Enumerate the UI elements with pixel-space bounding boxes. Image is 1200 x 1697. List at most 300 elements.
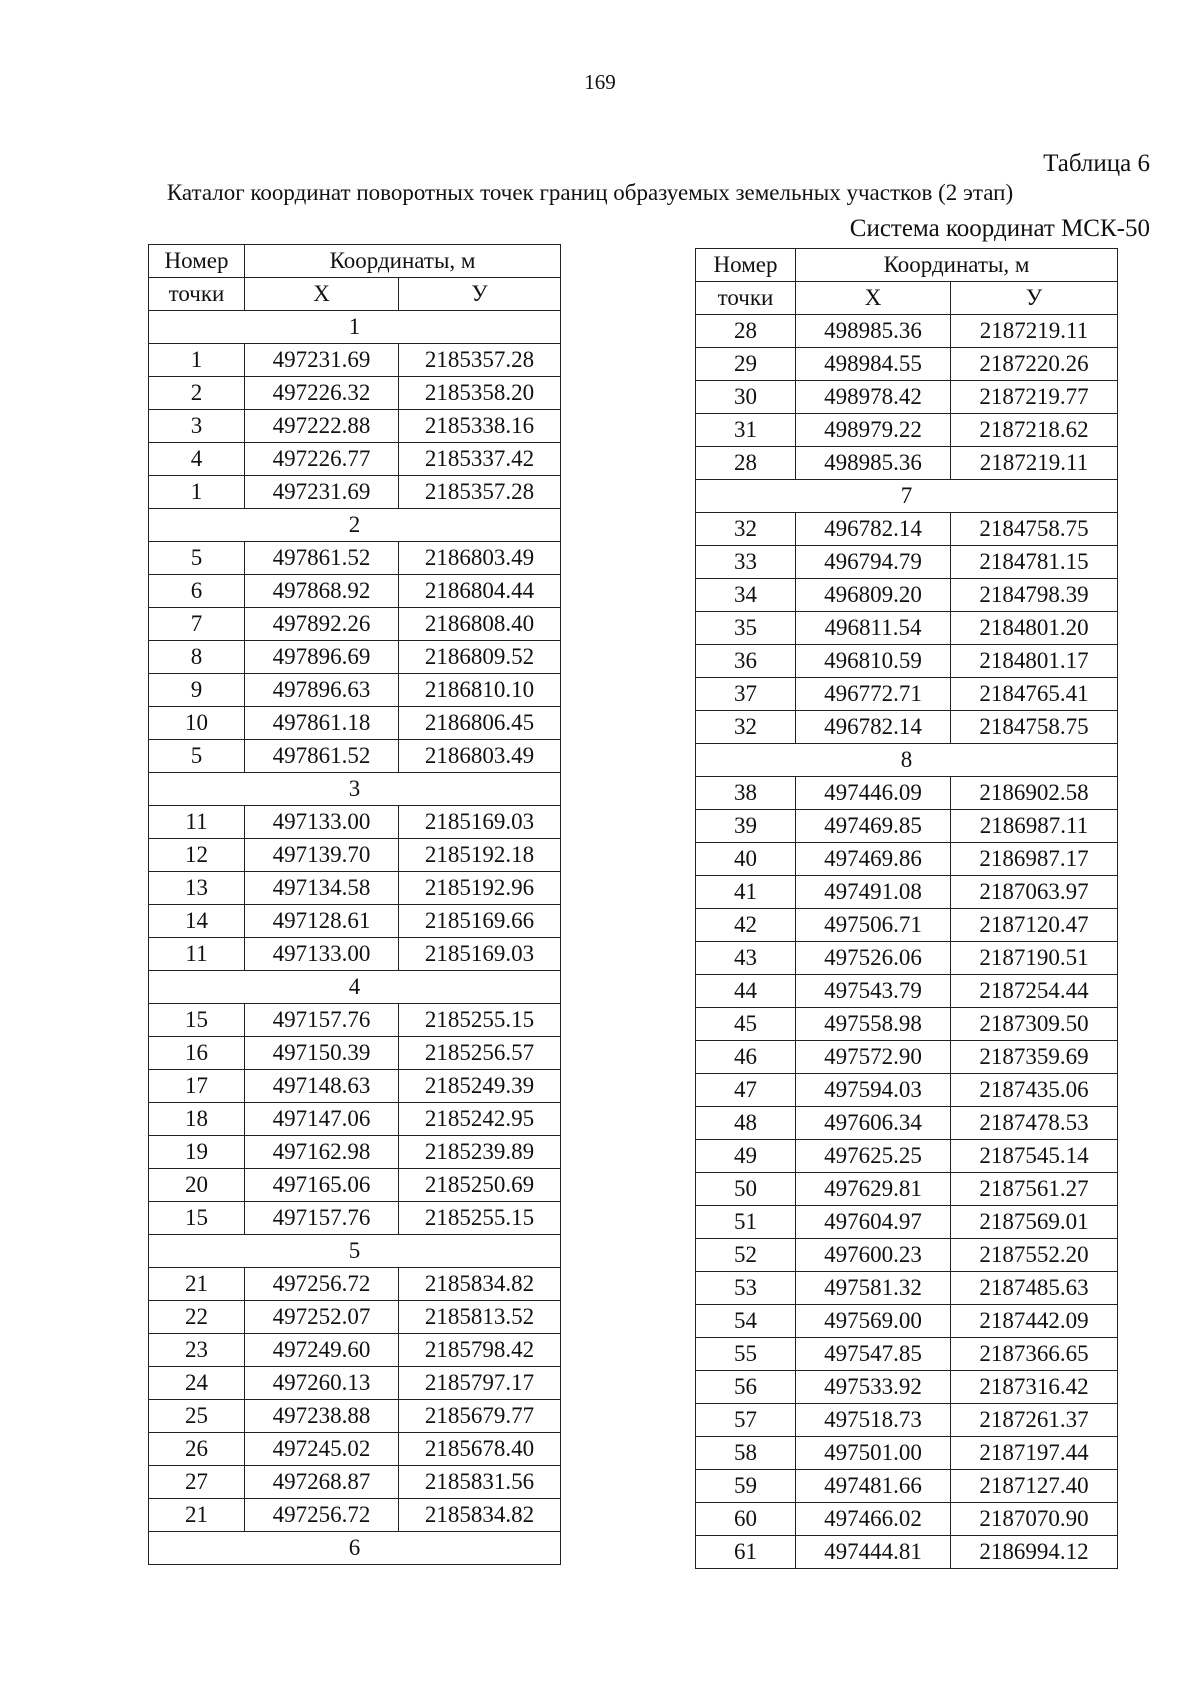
x-coordinate-cell: 496794.79 bbox=[796, 546, 951, 579]
point-number-cell: 11 bbox=[149, 938, 245, 971]
point-number-cell: 32 bbox=[696, 513, 796, 546]
table-header-row bbox=[696, 282, 1118, 315]
section-number: 3 bbox=[149, 773, 561, 806]
section-row bbox=[149, 1532, 561, 1565]
point-number-cell: 46 bbox=[696, 1041, 796, 1074]
y-coordinate-cell: 2186806.45 bbox=[399, 707, 561, 740]
y-coordinate-cell: 2187316.42 bbox=[951, 1371, 1118, 1404]
x-coordinate-cell: 497518.73 bbox=[796, 1404, 951, 1437]
table-row bbox=[696, 579, 1118, 612]
point-number-cell: 15 bbox=[149, 1004, 245, 1037]
y-coordinate-cell: 2187359.69 bbox=[951, 1041, 1118, 1074]
table-row bbox=[149, 1301, 561, 1334]
x-coordinate-cell: 497231.69 bbox=[245, 476, 399, 509]
x-coordinate-cell: 497629.81 bbox=[796, 1173, 951, 1206]
table-row bbox=[696, 1239, 1118, 1272]
y-coordinate-cell: 2184801.20 bbox=[951, 612, 1118, 645]
point-number-cell: 49 bbox=[696, 1140, 796, 1173]
point-number-cell: 13 bbox=[149, 872, 245, 905]
x-coordinate-cell: 497506.71 bbox=[796, 909, 951, 942]
y-coordinate-cell: 2187063.97 bbox=[951, 876, 1118, 909]
x-coordinate-cell: 497606.34 bbox=[796, 1107, 951, 1140]
header-y: У bbox=[399, 278, 561, 311]
point-number-cell: 33 bbox=[696, 546, 796, 579]
point-number-cell: 40 bbox=[696, 843, 796, 876]
section-number: 2 bbox=[149, 509, 561, 542]
x-coordinate-cell: 497868.92 bbox=[245, 575, 399, 608]
x-coordinate-cell: 497594.03 bbox=[796, 1074, 951, 1107]
x-coordinate-cell: 497256.72 bbox=[245, 1499, 399, 1532]
header-x: X bbox=[245, 278, 399, 311]
y-coordinate-cell: 2185242.95 bbox=[399, 1103, 561, 1136]
table-row bbox=[696, 810, 1118, 843]
y-coordinate-cell: 2187219.77 bbox=[951, 381, 1118, 414]
x-coordinate-cell: 497547.85 bbox=[796, 1338, 951, 1371]
point-number-cell: 23 bbox=[149, 1334, 245, 1367]
point-number-cell: 57 bbox=[696, 1404, 796, 1437]
table-row bbox=[696, 645, 1118, 678]
point-number-cell: 7 bbox=[149, 608, 245, 641]
table-row bbox=[696, 513, 1118, 546]
y-coordinate-cell: 2187309.50 bbox=[951, 1008, 1118, 1041]
table-row bbox=[696, 975, 1118, 1008]
table-label: Таблица 6 bbox=[1043, 150, 1150, 177]
section-number: 6 bbox=[149, 1532, 561, 1565]
point-number-cell: 6 bbox=[149, 575, 245, 608]
table-row bbox=[696, 1107, 1118, 1140]
y-coordinate-cell: 2185255.15 bbox=[399, 1202, 561, 1235]
header-coordinates: Координаты, м bbox=[245, 245, 561, 278]
y-coordinate-cell: 2184758.75 bbox=[951, 711, 1118, 744]
y-coordinate-cell: 2186808.40 bbox=[399, 608, 561, 641]
x-coordinate-cell: 497446.09 bbox=[796, 777, 951, 810]
point-number-cell: 54 bbox=[696, 1305, 796, 1338]
x-coordinate-cell: 497466.02 bbox=[796, 1503, 951, 1536]
table-row bbox=[696, 612, 1118, 645]
table-row bbox=[149, 806, 561, 839]
table-row bbox=[696, 315, 1118, 348]
y-coordinate-cell: 2184765.41 bbox=[951, 678, 1118, 711]
y-coordinate-cell: 2185813.52 bbox=[399, 1301, 561, 1334]
point-number-cell: 30 bbox=[696, 381, 796, 414]
table-row bbox=[696, 843, 1118, 876]
table-header-row bbox=[696, 249, 1118, 282]
y-coordinate-cell: 2185834.82 bbox=[399, 1268, 561, 1301]
y-coordinate-cell: 2187442.09 bbox=[951, 1305, 1118, 1338]
x-coordinate-cell: 497162.98 bbox=[245, 1136, 399, 1169]
table-row bbox=[149, 1367, 561, 1400]
table-row bbox=[149, 707, 561, 740]
page-number: 169 bbox=[584, 70, 616, 94]
point-number-cell: 4 bbox=[149, 443, 245, 476]
table-row bbox=[149, 872, 561, 905]
y-coordinate-cell: 2185831.56 bbox=[399, 1466, 561, 1499]
x-coordinate-cell: 497157.76 bbox=[245, 1202, 399, 1235]
point-number-cell: 12 bbox=[149, 839, 245, 872]
x-coordinate-cell: 497150.39 bbox=[245, 1037, 399, 1070]
point-number-cell: 59 bbox=[696, 1470, 796, 1503]
point-number-cell: 5 bbox=[149, 740, 245, 773]
x-coordinate-cell: 498984.55 bbox=[796, 348, 951, 381]
table-row bbox=[696, 1206, 1118, 1239]
x-coordinate-cell: 497133.00 bbox=[245, 938, 399, 971]
x-coordinate-cell: 498985.36 bbox=[796, 315, 951, 348]
x-coordinate-cell: 497444.81 bbox=[796, 1536, 951, 1569]
table-row bbox=[149, 905, 561, 938]
header-point-number-line2: точки bbox=[696, 282, 796, 315]
y-coordinate-cell: 2185834.82 bbox=[399, 1499, 561, 1532]
table-row bbox=[696, 1536, 1118, 1569]
table-row bbox=[149, 674, 561, 707]
y-coordinate-cell: 2187219.11 bbox=[951, 447, 1118, 480]
table-row bbox=[149, 1400, 561, 1433]
x-coordinate-cell: 497625.25 bbox=[796, 1140, 951, 1173]
table-row bbox=[149, 575, 561, 608]
y-coordinate-cell: 2185797.17 bbox=[399, 1367, 561, 1400]
y-coordinate-cell: 2184758.75 bbox=[951, 513, 1118, 546]
y-coordinate-cell: 2187561.27 bbox=[951, 1173, 1118, 1206]
section-number: 5 bbox=[149, 1235, 561, 1268]
section-number: 4 bbox=[149, 971, 561, 1004]
table-row bbox=[696, 348, 1118, 381]
table-row bbox=[696, 546, 1118, 579]
y-coordinate-cell: 2185192.18 bbox=[399, 839, 561, 872]
point-number-cell: 42 bbox=[696, 909, 796, 942]
table-row bbox=[696, 876, 1118, 909]
y-coordinate-cell: 2185169.66 bbox=[399, 905, 561, 938]
point-number-cell: 50 bbox=[696, 1173, 796, 1206]
point-number-cell: 10 bbox=[149, 707, 245, 740]
y-coordinate-cell: 2187552.20 bbox=[951, 1239, 1118, 1272]
x-coordinate-cell: 497147.06 bbox=[245, 1103, 399, 1136]
x-coordinate-cell: 497469.86 bbox=[796, 843, 951, 876]
x-coordinate-cell: 496811.54 bbox=[796, 612, 951, 645]
y-coordinate-cell: 2187127.40 bbox=[951, 1470, 1118, 1503]
table-row bbox=[149, 641, 561, 674]
x-coordinate-cell: 497268.87 bbox=[245, 1466, 399, 1499]
x-coordinate-cell: 496782.14 bbox=[796, 513, 951, 546]
header-x: X bbox=[796, 282, 951, 315]
point-number-cell: 51 bbox=[696, 1206, 796, 1239]
table-row bbox=[149, 1268, 561, 1301]
table-row bbox=[696, 1470, 1118, 1503]
y-coordinate-cell: 2185338.16 bbox=[399, 410, 561, 443]
table-row bbox=[696, 1338, 1118, 1371]
header-coordinates: Координаты, м bbox=[796, 249, 1118, 282]
point-number-cell: 25 bbox=[149, 1400, 245, 1433]
point-number-cell: 27 bbox=[149, 1466, 245, 1499]
y-coordinate-cell: 2187197.44 bbox=[951, 1437, 1118, 1470]
table-row bbox=[696, 1404, 1118, 1437]
x-coordinate-cell: 497481.66 bbox=[796, 1470, 951, 1503]
y-coordinate-cell: 2185192.96 bbox=[399, 872, 561, 905]
section-number: 8 bbox=[696, 744, 1118, 777]
point-number-cell: 26 bbox=[149, 1433, 245, 1466]
x-coordinate-cell: 497245.02 bbox=[245, 1433, 399, 1466]
x-coordinate-cell: 497896.69 bbox=[245, 641, 399, 674]
point-number-cell: 45 bbox=[696, 1008, 796, 1041]
table-row bbox=[149, 1037, 561, 1070]
table-row bbox=[149, 839, 561, 872]
point-number-cell: 43 bbox=[696, 942, 796, 975]
x-coordinate-cell: 497238.88 bbox=[245, 1400, 399, 1433]
y-coordinate-cell: 2186987.17 bbox=[951, 843, 1118, 876]
table-row bbox=[696, 711, 1118, 744]
y-coordinate-cell: 2187261.37 bbox=[951, 1404, 1118, 1437]
point-number-cell: 2 bbox=[149, 377, 245, 410]
point-number-cell: 24 bbox=[149, 1367, 245, 1400]
x-coordinate-cell: 498978.42 bbox=[796, 381, 951, 414]
header-y: У bbox=[951, 282, 1118, 315]
point-number-cell: 53 bbox=[696, 1272, 796, 1305]
x-coordinate-cell: 497501.00 bbox=[796, 1437, 951, 1470]
point-number-cell: 18 bbox=[149, 1103, 245, 1136]
x-coordinate-cell: 496772.71 bbox=[796, 678, 951, 711]
point-number-cell: 39 bbox=[696, 810, 796, 843]
section-row bbox=[149, 509, 561, 542]
x-coordinate-cell: 497148.63 bbox=[245, 1070, 399, 1103]
x-coordinate-cell: 497249.60 bbox=[245, 1334, 399, 1367]
table-row bbox=[149, 1070, 561, 1103]
table-row bbox=[696, 777, 1118, 810]
y-coordinate-cell: 2185357.28 bbox=[399, 476, 561, 509]
section-row bbox=[696, 744, 1118, 777]
point-number-cell: 56 bbox=[696, 1371, 796, 1404]
y-coordinate-cell: 2186804.44 bbox=[399, 575, 561, 608]
point-number-cell: 36 bbox=[696, 645, 796, 678]
x-coordinate-cell: 497543.79 bbox=[796, 975, 951, 1008]
table-row bbox=[149, 1433, 561, 1466]
table-row bbox=[696, 1074, 1118, 1107]
point-number-cell: 60 bbox=[696, 1503, 796, 1536]
section-row bbox=[149, 971, 561, 1004]
table-row bbox=[696, 1305, 1118, 1338]
y-coordinate-cell: 2187254.44 bbox=[951, 975, 1118, 1008]
point-number-cell: 58 bbox=[696, 1437, 796, 1470]
section-row bbox=[696, 480, 1118, 513]
point-number-cell: 52 bbox=[696, 1239, 796, 1272]
table-row bbox=[149, 1004, 561, 1037]
point-number-cell: 38 bbox=[696, 777, 796, 810]
point-number-cell: 5 bbox=[149, 542, 245, 575]
x-coordinate-cell: 497892.26 bbox=[245, 608, 399, 641]
y-coordinate-cell: 2185250.69 bbox=[399, 1169, 561, 1202]
section-row bbox=[149, 1235, 561, 1268]
point-number-cell: 61 bbox=[696, 1536, 796, 1569]
section-number: 1 bbox=[149, 311, 561, 344]
table-row bbox=[696, 1272, 1118, 1305]
table-row bbox=[149, 1169, 561, 1202]
table-row bbox=[149, 344, 561, 377]
y-coordinate-cell: 2184801.17 bbox=[951, 645, 1118, 678]
header-point-number-line1: Номер bbox=[696, 249, 796, 282]
y-coordinate-cell: 2187545.14 bbox=[951, 1140, 1118, 1173]
table-row bbox=[696, 1140, 1118, 1173]
header-point-number-line2: точки bbox=[149, 278, 245, 311]
y-coordinate-cell: 2185256.57 bbox=[399, 1037, 561, 1070]
section-row bbox=[149, 311, 561, 344]
table-row bbox=[696, 1008, 1118, 1041]
x-coordinate-cell: 497222.88 bbox=[245, 410, 399, 443]
y-coordinate-cell: 2185255.15 bbox=[399, 1004, 561, 1037]
y-coordinate-cell: 2187220.26 bbox=[951, 348, 1118, 381]
y-coordinate-cell: 2187219.11 bbox=[951, 315, 1118, 348]
point-number-cell: 1 bbox=[149, 344, 245, 377]
point-number-cell: 14 bbox=[149, 905, 245, 938]
x-coordinate-cell: 496782.14 bbox=[796, 711, 951, 744]
y-coordinate-cell: 2187435.06 bbox=[951, 1074, 1118, 1107]
table-row bbox=[696, 1041, 1118, 1074]
y-coordinate-cell: 2187478.53 bbox=[951, 1107, 1118, 1140]
x-coordinate-cell: 497896.63 bbox=[245, 674, 399, 707]
y-coordinate-cell: 2185358.20 bbox=[399, 377, 561, 410]
x-coordinate-cell: 497128.61 bbox=[245, 905, 399, 938]
x-coordinate-cell: 497491.08 bbox=[796, 876, 951, 909]
table-row bbox=[696, 1173, 1118, 1206]
point-number-cell: 16 bbox=[149, 1037, 245, 1070]
table-row bbox=[149, 1499, 561, 1532]
x-coordinate-cell: 497861.52 bbox=[245, 542, 399, 575]
table-row bbox=[149, 1136, 561, 1169]
y-coordinate-cell: 2186809.52 bbox=[399, 641, 561, 674]
x-coordinate-cell: 497469.85 bbox=[796, 810, 951, 843]
table-row bbox=[149, 608, 561, 641]
point-number-cell: 37 bbox=[696, 678, 796, 711]
x-coordinate-cell: 497165.06 bbox=[245, 1169, 399, 1202]
x-coordinate-cell: 497533.92 bbox=[796, 1371, 951, 1404]
x-coordinate-cell: 496809.20 bbox=[796, 579, 951, 612]
table-row bbox=[696, 909, 1118, 942]
document-title: Каталог координат поворотных точек границ образуемых земельных участков (2 этап) bbox=[166, 180, 1014, 205]
y-coordinate-cell: 2186803.49 bbox=[399, 542, 561, 575]
table-row bbox=[696, 678, 1118, 711]
section-number: 7 bbox=[696, 480, 1118, 513]
table-row bbox=[149, 938, 561, 971]
table-row bbox=[149, 1334, 561, 1367]
x-coordinate-cell: 498979.22 bbox=[796, 414, 951, 447]
table-header-row bbox=[149, 278, 561, 311]
point-number-cell: 8 bbox=[149, 641, 245, 674]
y-coordinate-cell: 2187485.63 bbox=[951, 1272, 1118, 1305]
y-coordinate-cell: 2185798.42 bbox=[399, 1334, 561, 1367]
y-coordinate-cell: 2186803.49 bbox=[399, 740, 561, 773]
point-number-cell: 31 bbox=[696, 414, 796, 447]
table-row bbox=[696, 447, 1118, 480]
y-coordinate-cell: 2185239.89 bbox=[399, 1136, 561, 1169]
x-coordinate-cell: 497604.97 bbox=[796, 1206, 951, 1239]
point-number-cell: 47 bbox=[696, 1074, 796, 1107]
y-coordinate-cell: 2185337.42 bbox=[399, 443, 561, 476]
point-number-cell: 11 bbox=[149, 806, 245, 839]
y-coordinate-cell: 2187366.65 bbox=[951, 1338, 1118, 1371]
coordinate-system-label: Система координат МСК-50 bbox=[849, 215, 1150, 242]
point-number-cell: 3 bbox=[149, 410, 245, 443]
point-number-cell: 44 bbox=[696, 975, 796, 1008]
point-number-cell: 48 bbox=[696, 1107, 796, 1140]
y-coordinate-cell: 2187190.51 bbox=[951, 942, 1118, 975]
y-coordinate-cell: 2187070.90 bbox=[951, 1503, 1118, 1536]
table-row bbox=[696, 1437, 1118, 1470]
x-coordinate-cell: 497226.32 bbox=[245, 377, 399, 410]
x-coordinate-cell: 497581.32 bbox=[796, 1272, 951, 1305]
x-coordinate-cell: 497231.69 bbox=[245, 344, 399, 377]
table-row bbox=[149, 740, 561, 773]
point-number-cell: 41 bbox=[696, 876, 796, 909]
point-number-cell: 17 bbox=[149, 1070, 245, 1103]
y-coordinate-cell: 2185169.03 bbox=[399, 938, 561, 971]
y-coordinate-cell: 2186994.12 bbox=[951, 1536, 1118, 1569]
coordinates-table-left bbox=[148, 244, 561, 1565]
point-number-cell: 20 bbox=[149, 1169, 245, 1202]
table-row bbox=[149, 443, 561, 476]
y-coordinate-cell: 2185357.28 bbox=[399, 344, 561, 377]
table-row bbox=[696, 381, 1118, 414]
y-coordinate-cell: 2185678.40 bbox=[399, 1433, 561, 1466]
x-coordinate-cell: 497134.58 bbox=[245, 872, 399, 905]
y-coordinate-cell: 2186902.58 bbox=[951, 777, 1118, 810]
x-coordinate-cell: 497252.07 bbox=[245, 1301, 399, 1334]
point-number-cell: 35 bbox=[696, 612, 796, 645]
y-coordinate-cell: 2184781.15 bbox=[951, 546, 1118, 579]
table-row bbox=[149, 476, 561, 509]
table-row bbox=[149, 377, 561, 410]
point-number-cell: 22 bbox=[149, 1301, 245, 1334]
table-row bbox=[696, 414, 1118, 447]
point-number-cell: 55 bbox=[696, 1338, 796, 1371]
table-row bbox=[149, 1466, 561, 1499]
x-coordinate-cell: 496810.59 bbox=[796, 645, 951, 678]
x-coordinate-cell: 497600.23 bbox=[796, 1239, 951, 1272]
x-coordinate-cell: 498985.36 bbox=[796, 447, 951, 480]
x-coordinate-cell: 497572.90 bbox=[796, 1041, 951, 1074]
y-coordinate-cell: 2185249.39 bbox=[399, 1070, 561, 1103]
x-coordinate-cell: 497569.00 bbox=[796, 1305, 951, 1338]
section-row bbox=[149, 773, 561, 806]
point-number-cell: 28 bbox=[696, 447, 796, 480]
point-number-cell: 28 bbox=[696, 315, 796, 348]
y-coordinate-cell: 2187569.01 bbox=[951, 1206, 1118, 1239]
point-number-cell: 29 bbox=[696, 348, 796, 381]
table-row bbox=[696, 1503, 1118, 1536]
table-row bbox=[149, 1103, 561, 1136]
coordinates-table-right bbox=[695, 248, 1118, 1569]
table-header-row bbox=[149, 245, 561, 278]
x-coordinate-cell: 497861.52 bbox=[245, 740, 399, 773]
x-coordinate-cell: 497139.70 bbox=[245, 839, 399, 872]
table-row bbox=[696, 1371, 1118, 1404]
point-number-cell: 9 bbox=[149, 674, 245, 707]
x-coordinate-cell: 497226.77 bbox=[245, 443, 399, 476]
point-number-cell: 1 bbox=[149, 476, 245, 509]
y-coordinate-cell: 2185679.77 bbox=[399, 1400, 561, 1433]
point-number-cell: 15 bbox=[149, 1202, 245, 1235]
y-coordinate-cell: 2187218.62 bbox=[951, 414, 1118, 447]
table-row bbox=[696, 942, 1118, 975]
table-row bbox=[149, 1202, 561, 1235]
y-coordinate-cell: 2185169.03 bbox=[399, 806, 561, 839]
x-coordinate-cell: 497133.00 bbox=[245, 806, 399, 839]
x-coordinate-cell: 497157.76 bbox=[245, 1004, 399, 1037]
point-number-cell: 34 bbox=[696, 579, 796, 612]
x-coordinate-cell: 497861.18 bbox=[245, 707, 399, 740]
x-coordinate-cell: 497260.13 bbox=[245, 1367, 399, 1400]
header-point-number-line1: Номер bbox=[149, 245, 245, 278]
point-number-cell: 32 bbox=[696, 711, 796, 744]
y-coordinate-cell: 2187120.47 bbox=[951, 909, 1118, 942]
point-number-cell: 19 bbox=[149, 1136, 245, 1169]
x-coordinate-cell: 497526.06 bbox=[796, 942, 951, 975]
y-coordinate-cell: 2186987.11 bbox=[951, 810, 1118, 843]
